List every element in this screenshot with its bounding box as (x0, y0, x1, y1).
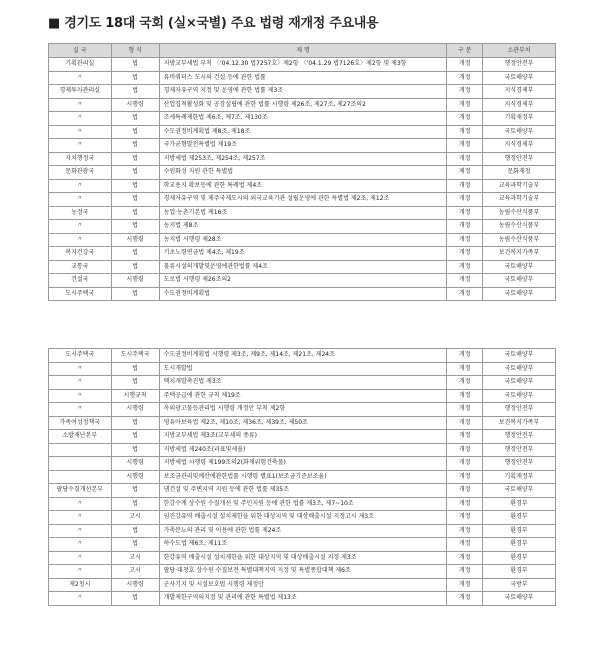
cell-law-title: 유비쿼터스 도시의 건설 등에 관한 법률 (159, 71, 447, 85)
cell-ministry: 국토해양부 (482, 260, 555, 274)
cell-form: 법 (111, 416, 159, 430)
cell-ministry: 국토해양부 (482, 592, 555, 606)
header-ministry: 소관부처 (482, 44, 555, 58)
cell-department: 〃 (49, 233, 112, 247)
cell-category: 개정 (447, 565, 482, 579)
cell-form: 도시주택국 (111, 349, 159, 363)
cell-department: 〃 (49, 71, 112, 85)
cell-law-title: 팔당·대청호 상수원 수질보전 특별대책지역 지정 및 특별종합대책 제6조 (159, 565, 447, 579)
table-row (49, 389, 556, 403)
cell-category: 개정 (447, 443, 482, 457)
cell-form: 시행령 (111, 274, 159, 288)
table-row (49, 58, 556, 72)
cell-department: 〃 (49, 511, 112, 525)
cell-category: 개정 (447, 389, 482, 403)
cell-form: 시행령 (111, 457, 159, 471)
cell-ministry: 국토해양부 (482, 376, 555, 390)
table-row (49, 551, 556, 565)
cell-form: 법 (111, 139, 159, 153)
cell-ministry: 지식경제부 (482, 98, 555, 112)
cell-department: 〃 (49, 376, 112, 390)
page-title: ■ 경기도 18대 국회 (실×국별) 주요 법령 재개정 주요내용 (48, 16, 379, 31)
cell-form: 법 (111, 125, 159, 139)
cell-category: 개정 (447, 578, 482, 592)
cell-department: 경제투자관리실 (49, 85, 112, 99)
header-category: 구 분 (447, 44, 482, 58)
cell-law-title: 한강유역 배출시설 설치제한을 위한 대상지역 및 대상배출시설 지정 제3조 (159, 551, 447, 565)
cell-category: 개정 (447, 247, 482, 261)
table-row (49, 71, 556, 85)
cell-ministry: 보건복지가족부 (482, 247, 555, 261)
cell-department: 소방재난본부 (49, 430, 112, 444)
cell-department: 건설국 (49, 274, 112, 288)
cell-ministry: 국토해양부 (482, 389, 555, 403)
table-row (49, 85, 556, 99)
cell-department: 〃 (49, 362, 112, 376)
cell-law-title: 학교용지 확보등에 관한 특례법 제4조 (159, 179, 447, 193)
table-row (49, 193, 556, 207)
table-body-2 (49, 349, 556, 606)
table-row (49, 511, 556, 525)
cell-department: 〃 (49, 497, 112, 511)
cell-form: 법 (111, 193, 159, 207)
cell-form: 시행령 (111, 98, 159, 112)
cell-department: 〃 (49, 524, 112, 538)
table-row (49, 430, 556, 444)
cell-ministry: 행정안전부 (482, 443, 555, 457)
cell-department (49, 457, 112, 471)
cell-law-title: 한강수계 상수원 수질개선 및 주민지원 등에 관한 법률 제3조, 제7~10조 (159, 497, 447, 511)
table-row (49, 179, 556, 193)
cell-category: 개정 (447, 376, 482, 390)
cell-ministry: 기획재정부 (482, 470, 555, 484)
cell-law-title: 임진강유역 배출시설 설치제한을 위한 대상지역 및 대상배출시설 지정고시 제3조 (159, 511, 447, 525)
cell-department (49, 443, 112, 457)
cell-form: 법 (111, 497, 159, 511)
cell-ministry: 환경부 (482, 551, 555, 565)
cell-category: 개정 (447, 179, 482, 193)
cell-ministry: 보건복지가족부 (482, 416, 555, 430)
header-form: 형 식 (111, 44, 159, 58)
cell-department: 〃 (49, 220, 112, 234)
law-table-2 (48, 348, 556, 606)
cell-department: 농정국 (49, 206, 112, 220)
cell-form: 시행령 (111, 403, 159, 417)
cell-ministry: 환경부 (482, 524, 555, 538)
cell-law-title: 지방교부세법 부칙 〈’04.12.30 법7257호〉제2항 〈’04.1.29 법7126호〉제2항 및 제3항 (159, 58, 447, 72)
cell-law-title: 물류시설의개발및운영에관한법률 제4조 (159, 260, 447, 274)
cell-ministry: 국토해양부 (482, 287, 555, 301)
cell-department: 교통국 (49, 260, 112, 274)
cell-form: 법 (111, 112, 159, 126)
cell-form: 고시 (111, 565, 159, 579)
cell-ministry: 지식경제부 (482, 85, 555, 99)
cell-ministry: 환경부 (482, 538, 555, 552)
cell-ministry: 환경부 (482, 511, 555, 525)
cell-department: 〃 (49, 125, 112, 139)
cell-department: 〃 (49, 565, 112, 579)
cell-department: 〃 (49, 592, 112, 606)
cell-department: 〃 (49, 193, 112, 207)
cell-category: 개정 (447, 551, 482, 565)
cell-form: 법 (111, 443, 159, 457)
cell-law-title: 보조금관리및예산에관한법률 시행령 별표1(보조금기준보조율) (159, 470, 447, 484)
cell-category: 개정 (447, 193, 482, 207)
cell-department: 문화관광국 (49, 166, 112, 180)
cell-category: 개정 (447, 470, 482, 484)
table-row (49, 565, 556, 579)
table-row (49, 578, 556, 592)
cell-department: 〃 (49, 403, 112, 417)
cell-form: 고시 (111, 511, 159, 525)
cell-ministry: 국토해양부 (482, 71, 555, 85)
cell-category: 제정 (447, 166, 482, 180)
cell-ministry: 국방부 (482, 578, 555, 592)
table-row (49, 349, 556, 363)
cell-category: 개정 (447, 260, 482, 274)
table-row (49, 470, 556, 484)
cell-ministry: 국토해양부 (482, 349, 555, 363)
cell-form: 법 (111, 260, 159, 274)
cell-ministry: 교육과학기술부 (482, 193, 555, 207)
cell-form: 법 (111, 592, 159, 606)
cell-form: 시행령 (111, 233, 159, 247)
cell-ministry: 국토해양부 (482, 362, 555, 376)
cell-law-title: 수도권정비계획법 시행령 제3조, 제9조, 제14조, 제21조, 제24조 (159, 349, 447, 363)
cell-department: 제2청시 (49, 578, 112, 592)
cell-ministry: 농림수산식품부 (482, 233, 555, 247)
table-row (49, 233, 556, 247)
cell-form: 법 (111, 524, 159, 538)
cell-law-title: 지방교부세법 제3조(교부세의 종류) (159, 430, 447, 444)
cell-ministry: 지식경제부 (482, 139, 555, 153)
cell-form: 법 (111, 287, 159, 301)
cell-ministry: 국토해양부 (482, 274, 555, 288)
table-row (49, 524, 556, 538)
cell-department: 〃 (49, 538, 112, 552)
cell-law-title: 군사기지 및 시설보호법 시행령 제정안 (159, 578, 447, 592)
table-row (49, 287, 556, 301)
cell-ministry: 교육과학기술부 (482, 179, 555, 193)
cell-form: 법 (111, 85, 159, 99)
cell-form: 법 (111, 484, 159, 498)
table-row (49, 497, 556, 511)
cell-ministry: 환경부 (482, 497, 555, 511)
cell-law-title: 옥외광고물등관리법 시행령 개정안 부칙 제2항 (159, 403, 447, 417)
cell-department: 〃 (49, 98, 112, 112)
cell-ministry: 행정안전부 (482, 403, 555, 417)
cell-category: 개정 (447, 430, 482, 444)
table-row (49, 443, 556, 457)
cell-law-title: 농지법 제8조 (159, 220, 447, 234)
cell-law-title: 도로법 시행령 제26조의2 (159, 274, 447, 288)
cell-law-title: 가축분뇨의 관리 및 이용에 관한 법률 제24조 (159, 524, 447, 538)
cell-law-title: 택지개발촉진법 제3조 (159, 376, 447, 390)
cell-law-title: 댐건설 및 주변지역 지원 등에 관한 법률 제35조 (159, 484, 447, 498)
cell-category: 개정 (447, 125, 482, 139)
cell-category: 개정 (447, 274, 482, 288)
cell-law-title: 영유아보육법 제2조, 제10조, 제36조, 제39조, 제50조 (159, 416, 447, 430)
cell-category: 개정 (447, 98, 482, 112)
cell-law-title: 주택공급에 관한 규칙 제19조 (159, 389, 447, 403)
cell-category: 개정 (447, 511, 482, 525)
cell-department: 팔당수질개선본부 (49, 484, 112, 498)
cell-department: 기획관리실 (49, 58, 112, 72)
cell-ministry: 국토해양부 (482, 125, 555, 139)
cell-department: 복지건강국 (49, 247, 112, 261)
table-row (49, 260, 556, 274)
cell-category: 개정 (447, 220, 482, 234)
cell-form: 법 (111, 206, 159, 220)
cell-law-title: 지방세법 제253조, 제254조, 제257조 (159, 152, 447, 166)
table-row (49, 274, 556, 288)
cell-law-title: 국가균형발전특별법 제19조 (159, 139, 447, 153)
cell-form: 법 (111, 376, 159, 390)
table-row (49, 538, 556, 552)
cell-category: 개정 (447, 457, 482, 471)
cell-category: 개정 (447, 112, 482, 126)
header-law-title: 제 명 (159, 44, 447, 58)
cell-department: 〃 (49, 179, 112, 193)
cell-category: 개정 (447, 71, 482, 85)
cell-form: 법 (111, 247, 159, 261)
cell-law-title: 농지법 시행령 제28조 (159, 233, 447, 247)
cell-category: 개정 (447, 152, 482, 166)
cell-department: 가족여성정책국 (49, 416, 112, 430)
law-table-1 (48, 43, 556, 301)
cell-form: 법 (111, 220, 159, 234)
cell-law-title: 개발제한구역의지정 및 관리에 관한 특별법 제13조 (159, 592, 447, 606)
cell-department (49, 470, 112, 484)
cell-law-title: 도시개발법 (159, 362, 447, 376)
cell-form: 시행규칙 (111, 389, 159, 403)
cell-ministry: 행정안전부 (482, 58, 555, 72)
cell-category: 개정 (447, 233, 482, 247)
cell-law-title: 수도권정비계획법 (159, 287, 447, 301)
cell-form: 법 (111, 152, 159, 166)
cell-form: 시행령 (111, 578, 159, 592)
cell-department: 자치행정국 (49, 152, 112, 166)
cell-law-title: 수도권정비계획법 제8조, 제18조 (159, 125, 447, 139)
table-body-1 (49, 58, 556, 301)
table-row (49, 166, 556, 180)
cell-department: 〃 (49, 139, 112, 153)
cell-form: 법 (111, 179, 159, 193)
cell-law-title: 경제자유구역 및 제주국제도시의 외국교육기관 설립운영에 관한 특별법 제2조, 제12조 (159, 193, 447, 207)
cell-category: 개정 (447, 592, 482, 606)
cell-ministry: 행정안전부 (482, 152, 555, 166)
table-row (49, 220, 556, 234)
cell-ministry: 국토해양부 (482, 484, 555, 498)
cell-category: 개정 (447, 497, 482, 511)
cell-law-title: 농업·농촌기본법 제16조 (159, 206, 447, 220)
table-row (49, 247, 556, 261)
header-department: 실 국 (49, 44, 112, 58)
cell-form: 법 (111, 430, 159, 444)
cell-category: 개정 (447, 139, 482, 153)
table-row (49, 376, 556, 390)
cell-category: 개정 (447, 403, 482, 417)
table-row (49, 362, 556, 376)
cell-category: 개정 (447, 85, 482, 99)
cell-form: 법 (111, 538, 159, 552)
cell-law-title: 지방세법 시행령 제199조의2(화재위험건축물) (159, 457, 447, 471)
cell-form: 시행령 (111, 470, 159, 484)
cell-category: 개정 (447, 58, 482, 72)
cell-ministry: 행정안전부 (482, 457, 555, 471)
cell-category: 개정 (447, 524, 482, 538)
cell-form: 법 (111, 71, 159, 85)
table-row (49, 125, 556, 139)
table-row (49, 139, 556, 153)
table-row (49, 457, 556, 471)
cell-law-title: 지방세법 제240조(과표및세율) (159, 443, 447, 457)
table-row (49, 112, 556, 126)
cell-category: 개정 (447, 362, 482, 376)
cell-law-title: 산업집적활성화 및 공장설립에 관한 법률 시행령 제26조, 제27조, 제27조의2 (159, 98, 447, 112)
cell-law-title: 조세특례제한법 제6조, 제7조, 제130조 (159, 112, 447, 126)
cell-category: 개정 (447, 538, 482, 552)
cell-form: 법 (111, 362, 159, 376)
cell-department: 도시주택국 (49, 287, 112, 301)
cell-law-title: 수원화성 지원 관한 특별법 (159, 166, 447, 180)
cell-law-title: 하수도법 제6조, 제11조 (159, 538, 447, 552)
cell-law-title: 경제자유구역 지정 및 운영에 관한 법률 제3조 (159, 85, 447, 99)
cell-department: 도시주택국 (49, 349, 112, 363)
cell-category: 개정 (447, 287, 482, 301)
cell-ministry: 환경부 (482, 565, 555, 579)
cell-category: 개정 (447, 484, 482, 498)
table-row (49, 98, 556, 112)
cell-ministry: 농림수산식품부 (482, 206, 555, 220)
table-header-row (49, 44, 556, 58)
table-row (49, 152, 556, 166)
cell-department: 〃 (49, 551, 112, 565)
cell-ministry: 행정안전부 (482, 430, 555, 444)
cell-ministry: 기획재정부 (482, 112, 555, 126)
table-row (49, 484, 556, 498)
table-row (49, 592, 556, 606)
cell-ministry: 농림수산식품부 (482, 220, 555, 234)
table-row (49, 403, 556, 417)
table-row (49, 416, 556, 430)
table-row (49, 206, 556, 220)
cell-form: 고시 (111, 551, 159, 565)
cell-form: 법 (111, 166, 159, 180)
cell-ministry: 문화재청 (482, 166, 555, 180)
cell-law-title: 기초노령연금법 제4조, 제19조 (159, 247, 447, 261)
cell-department: 〃 (49, 112, 112, 126)
cell-form: 법 (111, 58, 159, 72)
cell-category: 개정 (447, 416, 482, 430)
cell-department: 〃 (49, 389, 112, 403)
cell-category: 개정 (447, 349, 482, 363)
cell-category: 개정 (447, 206, 482, 220)
